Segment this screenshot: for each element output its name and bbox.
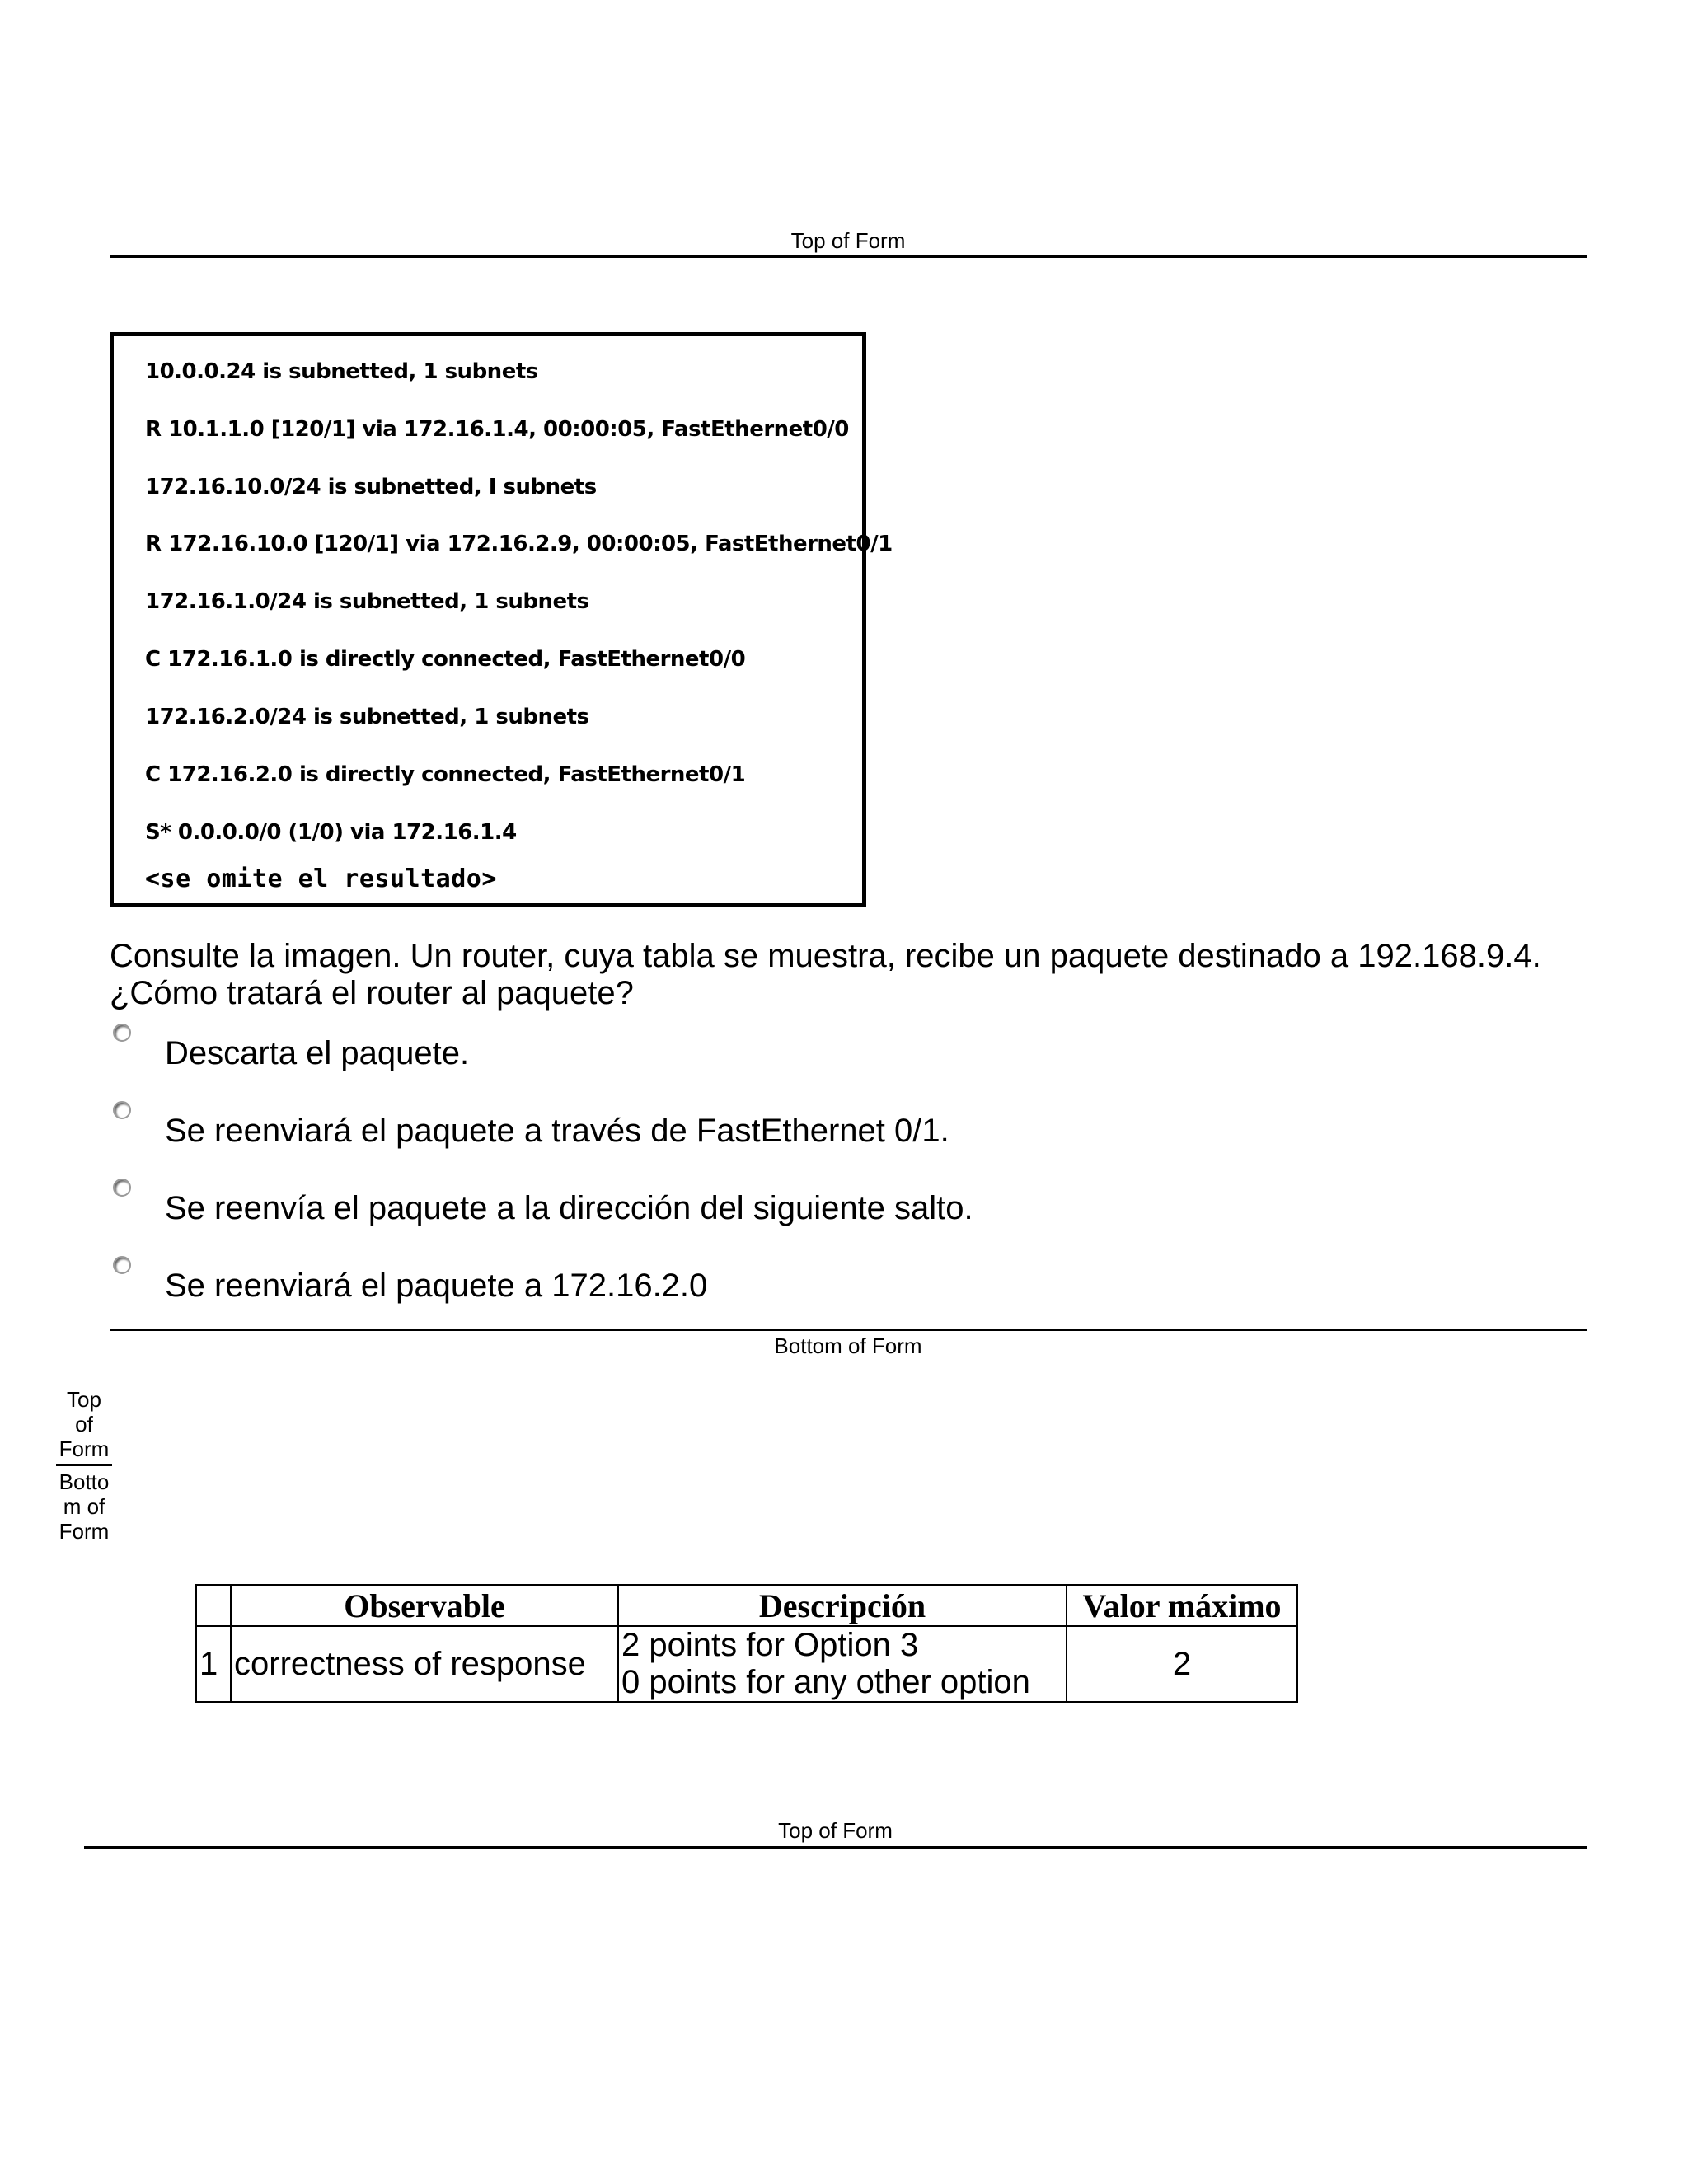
top-of-form-label-2: Top of Form <box>778 1818 893 1843</box>
radio-button[interactable] <box>113 1179 131 1197</box>
row-description <box>618 1626 1067 1702</box>
label-line: Form <box>59 1436 110 1461</box>
route-line: 172.16.2.0/24 is subnetted, 1 subnets <box>145 705 589 729</box>
description-line: 0 points for any other option <box>621 1664 1030 1700</box>
omitted-output-note: <se omite el resultado> <box>145 865 497 893</box>
route-line: 172.16.1.0/24 is subnetted, 1 subnets <box>145 589 589 614</box>
table-header-row <box>196 1585 1297 1626</box>
header-descripcion: Descripción <box>618 1585 1067 1626</box>
answer-option-label: Se reenviará el paquete a través de FastEthernet 0/1. <box>165 1113 950 1149</box>
route-line: S* 0.0.0.0/0 (1/0) via 172.16.1.4 <box>145 820 517 845</box>
route-line: R 10.1.1.0 [120/1] via 172.16.1.4, 00:00:05, FastEthernet0/0 <box>145 417 849 442</box>
radio-button[interactable] <box>113 1024 131 1042</box>
answer-option-label: Se reenviará el paquete a 172.16.2.0 <box>165 1268 708 1304</box>
form-bottom-divider <box>110 1329 1587 1331</box>
answer-option-label: Se reenvía el paquete a la dirección del siguiente salto. <box>165 1190 973 1226</box>
bottom-of-form-label: Bottom of Form <box>774 1333 922 1358</box>
label-line: Form <box>59 1519 110 1544</box>
route-line: 172.16.10.0/24 is subnetted, I subnets <box>145 475 597 499</box>
row-observable: correctness of response <box>231 1626 618 1702</box>
form-top-divider <box>110 255 1587 258</box>
routing-table-image <box>110 332 893 907</box>
label-line: m of <box>63 1494 106 1519</box>
small-form-divider <box>56 1464 112 1466</box>
row-max-value: 2 <box>1067 1626 1297 1702</box>
question-line-2: ¿Cómo tratará el router al paquete? <box>110 975 634 1011</box>
description-line: 2 points for Option 3 <box>621 1627 919 1663</box>
question-text <box>110 938 1541 1012</box>
form-top-divider-2 <box>84 1846 1587 1849</box>
radio-button[interactable] <box>113 1101 131 1119</box>
small-top-of-form-label <box>56 1387 112 1461</box>
route-line: C 172.16.1.0 is directly connected, FastEthernet0/0 <box>145 647 746 672</box>
small-bottom-of-form-label <box>56 1469 112 1544</box>
header-number <box>196 1585 231 1626</box>
radio-button[interactable] <box>113 1256 131 1274</box>
question-line-1: Consulte la imagen. Un router, cuya tabla se muestra, recibe un paquete destinado a 192.168.9.4. <box>110 938 1541 974</box>
table-row <box>196 1626 1297 1702</box>
header-valor-maximo: Valor máximo <box>1067 1585 1297 1626</box>
route-line: 10.0.0.24 is subnetted, 1 subnets <box>145 359 538 384</box>
answer-option-label: Descarta el paquete. <box>165 1035 470 1071</box>
top-of-form-label: Top of Form <box>790 228 906 253</box>
label-line: Botto <box>59 1469 110 1494</box>
label-line: of <box>75 1412 93 1436</box>
route-line: R 172.16.10.0 [120/1] via 172.16.2.9, 00:00:05, FastEthernet0/1 <box>145 532 893 556</box>
header-observable: Observable <box>231 1585 618 1626</box>
label-line: Top <box>67 1387 101 1412</box>
form-boundary-small <box>56 1387 112 1544</box>
scoring-rubric-table <box>195 1584 1298 1703</box>
row-number: 1 <box>196 1626 231 1702</box>
route-line: C 172.16.2.0 is directly connected, FastEthernet0/1 <box>145 762 746 787</box>
